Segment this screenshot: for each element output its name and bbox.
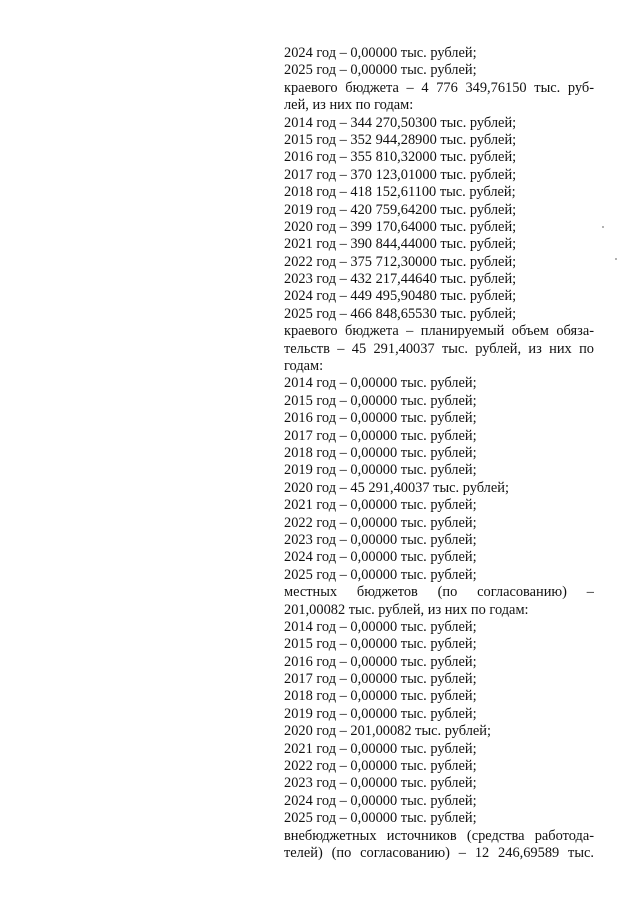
text-line: местных бюджетов (по согласованию) –	[284, 584, 594, 601]
text-line: 2021 год – 390 844,44000 тыс. рублей;	[284, 236, 517, 253]
text-line: 2018 год – 418 152,61100 тыс. рублей;	[284, 184, 516, 201]
text-line: 2024 год – 449 495,90480 тыс. рублей;	[284, 288, 517, 305]
text-line: 2022 год – 0,00000 тыс. рублей;	[284, 514, 477, 531]
text-line: 2025 год – 466 848,65530 тыс. рублей;	[284, 305, 517, 322]
text-line: 2019 год – 0,00000 тыс. рублей;	[284, 705, 477, 722]
text-line: 2020 год – 45 291,40037 тыс. рублей;	[284, 479, 509, 496]
text-line: 2021 год – 0,00000 тыс. рублей;	[284, 740, 477, 757]
text-line: внебюджетных источников (средства работода-	[284, 827, 594, 844]
text-line: 2022 год – 0,00000 тыс. рублей;	[284, 758, 477, 775]
text-line: 2017 год – 0,00000 тыс. рублей;	[284, 427, 477, 444]
text-line: краевого бюджета – планируемый объем обяза-	[284, 323, 594, 340]
text-line: 201,00082 тыс. рублей, из них по годам:	[284, 601, 529, 618]
text-line: 2025 год – 0,00000 тыс. рублей;	[284, 62, 477, 79]
text-line: 2019 год – 0,00000 тыс. рублей;	[284, 462, 477, 479]
text-line: 2016 год – 0,00000 тыс. рублей;	[284, 410, 477, 427]
text-line: 2014 год – 344 270,50300 тыс. рублей;	[284, 114, 517, 131]
text-line: 2021 год – 0,00000 тыс. рублей;	[284, 497, 477, 514]
text-line: 2025 год – 0,00000 тыс. рублей;	[284, 810, 477, 827]
text-line: годам:	[284, 358, 324, 375]
text-line: 2017 год – 370 123,01000 тыс. рублей;	[284, 166, 517, 183]
text-line: 2015 год – 0,00000 тыс. рублей;	[284, 392, 477, 409]
text-line: 2023 год – 0,00000 тыс. рублей;	[284, 775, 477, 792]
text-line: 2014 год – 0,00000 тыс. рублей;	[284, 618, 477, 635]
text-line: тельств – 45 291,40037 тыс. рублей, из них по	[284, 340, 594, 357]
text-line: 2017 год – 0,00000 тыс. рублей;	[284, 671, 477, 688]
text-line: 2025 год – 0,00000 тыс. рублей;	[284, 566, 477, 583]
budget-text-column	[284, 45, 594, 862]
text-line: телей) (по согласованию) – 12 246,69589 тыс.	[284, 844, 594, 861]
text-line: краевого бюджета – 4 776 349,76150 тыс. руб-	[284, 79, 594, 96]
text-line: 2016 год – 0,00000 тыс. рублей;	[284, 653, 477, 670]
scan-speck	[602, 226, 604, 228]
text-line: 2020 год – 399 170,64000 тыс. рублей;	[284, 218, 517, 235]
text-line: 2015 год – 0,00000 тыс. рублей;	[284, 636, 477, 653]
scan-speck	[615, 258, 617, 260]
text-line: 2018 год – 0,00000 тыс. рублей;	[284, 688, 477, 705]
text-line: лей, из них по годам:	[284, 97, 414, 114]
text-line: 2019 год – 420 759,64200 тыс. рублей;	[284, 201, 517, 218]
text-line: 2014 год – 0,00000 тыс. рублей;	[284, 375, 477, 392]
text-line: 2023 год – 432 217,44640 тыс. рублей;	[284, 271, 517, 288]
text-line: 2022 год – 375 712,30000 тыс. рублей;	[284, 253, 517, 270]
text-line: 2023 год – 0,00000 тыс. рублей;	[284, 531, 477, 548]
text-line: 2020 год – 201,00082 тыс. рублей;	[284, 723, 491, 740]
text-line: 2024 год – 0,00000 тыс. рублей;	[284, 549, 477, 566]
text-line: 2016 год – 355 810,32000 тыс. рублей;	[284, 149, 517, 166]
text-line: 2018 год – 0,00000 тыс. рублей;	[284, 444, 477, 461]
text-line: 2015 год – 352 944,28900 тыс. рублей;	[284, 131, 517, 148]
text-line: 2024 год – 0,00000 тыс. рублей;	[284, 792, 477, 809]
text-line: 2024 год – 0,00000 тыс. рублей;	[284, 45, 477, 61]
